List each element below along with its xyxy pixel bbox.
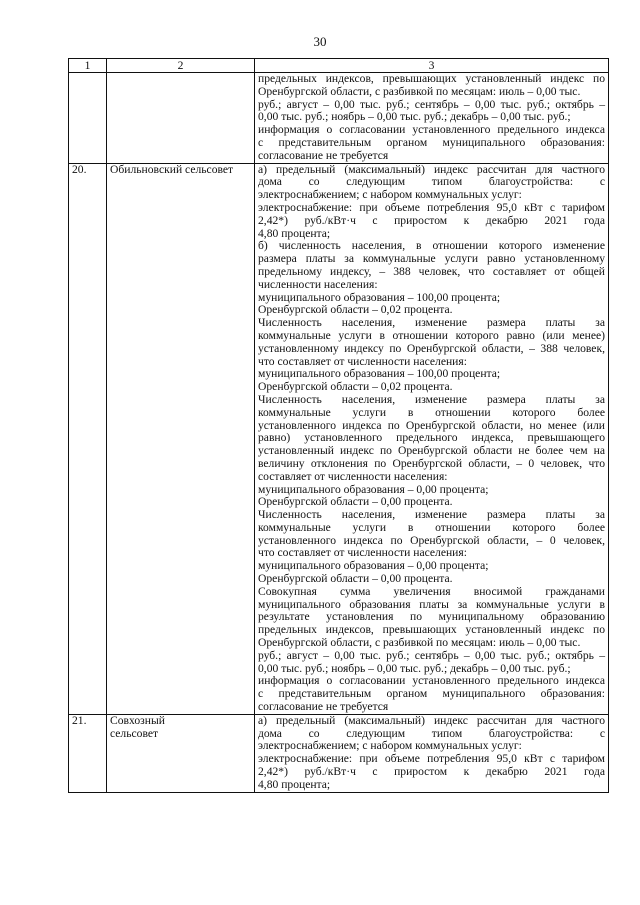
description-line: с представительным органом муниципального образования:	[258, 135, 605, 149]
description-line: муниципального образования платы за коммунальные услуги в	[258, 597, 605, 611]
row-number: 21.	[69, 714, 107, 792]
description	[255, 73, 609, 164]
description-line: составляет от численности населения:	[258, 469, 448, 483]
description-line: Оренбургской области, с разбивкой по месяцам: июль – 0,00 тыс.	[258, 636, 581, 650]
description-line: установленного индекса по Оренбургской области, – 0 человек,	[258, 533, 605, 547]
description-line: дома со следующим типом благоустройства: с	[258, 726, 605, 740]
municipality-name-line: сельсовет	[110, 726, 159, 740]
description-line: Численность населения, изменение размера платы за	[258, 392, 605, 406]
description-line: установленного индекса по Оренбургской области, но менее (или	[258, 418, 605, 432]
description-line: 0,00 тыс. руб.; ноябрь – 0,00 тыс. руб.; декабрь – 0,00 тыс. руб.;	[258, 661, 571, 675]
description-line: муниципального образования – 100,00 процента;	[258, 290, 501, 304]
description-line: согласование не требуется	[258, 148, 389, 162]
header-col-3: 3	[255, 59, 609, 73]
description-line: муниципального образования – 0,00 процента;	[258, 559, 489, 573]
table-body	[69, 59, 609, 793]
description-line: что составляет от численности населения:	[258, 546, 467, 560]
description-line: информация о согласовании установленного предельного индекса	[258, 123, 605, 137]
description-line: размера платы за коммунальные услуги равно установленному	[258, 252, 605, 266]
description-line: предельных индексов, превышающих установленный индекс по	[258, 623, 605, 637]
description-line: электроснабжением; с набором коммунальных услуг:	[258, 188, 522, 202]
description-line: установленный индекс по Оренбургской области не более чем на	[258, 444, 605, 458]
description-line: 2,42*) руб./кВт·ч с приростом к декабрю 2021 года	[258, 765, 605, 779]
description-line: Оренбургской области, с разбивкой по месяцам: июль – 0,00 тыс.	[258, 84, 581, 98]
municipality-name-line: Обильновский сельсовет	[110, 162, 234, 176]
description-line: 4,80 процента;	[258, 777, 331, 791]
description-line: величину отклонения по Оренбургской области, – 0 человек, что	[258, 456, 605, 470]
description-line: коммунальные услуги в отношении которого равно (или менее)	[258, 328, 605, 342]
description-line: Оренбургской области – 0,02 процента.	[258, 380, 453, 394]
row-number	[69, 73, 107, 164]
description-line: руб.; август – 0,00 тыс. руб.; сентябрь – 0,00 тыс. руб.; октябрь –	[258, 97, 605, 111]
description-line: предельному индексу, – 388 человек, что составляет от общей	[258, 264, 605, 278]
description-line: 2,42*) руб./кВт·ч с приростом к декабрю 2021 года	[258, 213, 605, 227]
description-line: электроснабжение: при объеме потребления 95,0 кВт с тарифом	[258, 200, 605, 214]
table-header-row	[69, 59, 609, 73]
municipality-name	[107, 163, 255, 714]
description-line: с представительным органом муниципального образования:	[258, 687, 605, 701]
description-line: а) предельный (максимальный) индекс рассчитан для частного	[258, 713, 605, 727]
header-col-1: 1	[69, 59, 107, 73]
description-line: руб.; август – 0,00 тыс. руб.; сентябрь – 0,00 тыс. руб.; октябрь –	[258, 648, 605, 662]
description-line: предельных индексов, превышающих установленный индекс по	[258, 72, 605, 85]
description-line: информация о согласовании установленного предельного индекса	[258, 674, 605, 688]
table-row	[69, 714, 609, 792]
header-col-2: 2	[107, 59, 255, 73]
description-line: численности населения:	[258, 277, 378, 291]
description-line: муниципального образования – 100,00 процента;	[258, 367, 501, 381]
description-line: коммунальные услуги в отношении которого более	[258, 405, 605, 419]
description-line: результате установления по муниципальному образованию	[258, 610, 605, 624]
description-line: Оренбургской области – 0,00 процента.	[258, 495, 453, 509]
data-table	[68, 58, 609, 793]
description-line: согласование не требуется	[258, 700, 389, 714]
description	[255, 714, 609, 792]
description-line: электроснабжение: при объеме потребления 95,0 кВт с тарифом	[258, 752, 605, 766]
table-row	[69, 73, 609, 164]
description-line: Оренбургской области – 0,00 процента.	[258, 572, 453, 586]
description-line: Численность населения, изменение размера платы за	[258, 316, 605, 330]
description-line: что составляет от численности населения:	[258, 354, 467, 368]
description-line: муниципального образования – 0,00 процента;	[258, 482, 489, 496]
description-line: установленному индексу по Оренбургской области, – 388 человек,	[258, 341, 605, 355]
municipality-name	[107, 73, 255, 164]
description-line: равно) установленного предельного индекса, превышающего	[258, 431, 605, 445]
description-line: Оренбургской области – 0,02 процента.	[258, 303, 453, 317]
description-line: 4,80 процента;	[258, 226, 331, 240]
description-line: 0,00 тыс. руб.; ноябрь – 0,00 тыс. руб.; декабрь – 0,00 тыс. руб.;	[258, 110, 571, 124]
description-line: б) численность населения, в отношении которого изменение	[258, 239, 605, 253]
municipality-name	[107, 714, 255, 792]
table-row	[69, 163, 609, 714]
description-line: Совокупная сумма увеличения вносимой гражданами	[258, 584, 605, 598]
description-line: а) предельный (максимальный) индекс рассчитан для частного	[258, 162, 605, 176]
description-line: коммунальные услуги в отношении которого более	[258, 520, 605, 534]
description-line: Численность населения, изменение размера платы за	[258, 508, 605, 522]
description-line: электроснабжением; с набором коммунальных услуг:	[258, 739, 522, 753]
description-line: дома со следующим типом благоустройства: с	[258, 175, 605, 189]
row-number: 20.	[69, 163, 107, 714]
page-number: 30	[313, 34, 327, 49]
municipality-name-line: Совхозный	[110, 713, 165, 727]
description	[255, 163, 609, 714]
